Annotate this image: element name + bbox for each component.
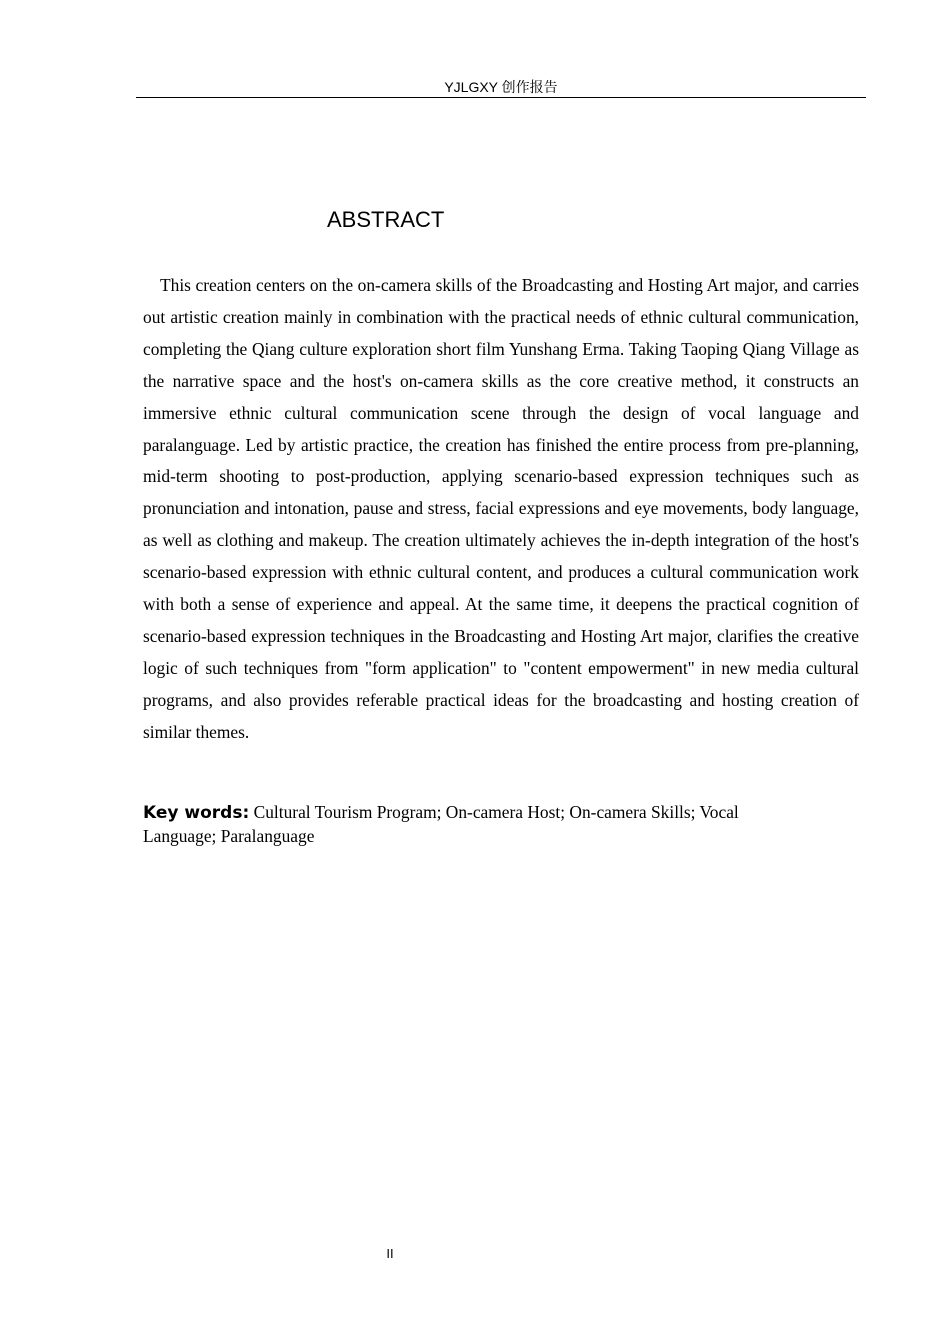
keywords-text-line2: Language; Paralanguage	[143, 826, 315, 846]
keywords-text: Cultural Tourism Program; On-camera Host; On-camera Skills; Vocal	[253, 802, 739, 822]
keywords-label: Key words:	[143, 803, 250, 823]
page-number: II	[386, 1246, 394, 1261]
header-rule	[136, 97, 866, 98]
keywords	[143, 801, 859, 848]
abstract-heading: ABSTRACT	[327, 207, 445, 232]
abstract-body: This creation centers on the on-camera skills of the Broadcasting and Hosting Art major, and carries out artistic creation mainly in combination with the practical needs of ethnic cultural communication, completing the Qiang culture exploration short film Yunshang Erma. Taking Taoping Qiang Village as the narrative space and the host's on-camera skills as the core creative method, it constructs an immersive ethnic cultural communication scene through the design of vocal language and paralanguage. Led by artistic practice, the creation has finished the entire process from pre-planning, mid-term shooting to post-production, applying scenario-based expression techniques such as pronunciation and intonation, pause and stress, facial expressions and eye movements, body language, as well as clothing and makeup. The creation ultimately achieves the in-depth integration of the host's scenario-based expression with ethnic cultural content, and produces a cultural communication work with both a sense of experience and appeal. At the same time, it deepens the practical cognition of scenario-based expression techniques in the Broadcasting and Hosting Art major, clarifies the creative logic of such techniques from "form application" to "content empowerment" in new media cultural programs, and also provides referable practical ideas for the broadcasting and hosting creation of similar themes.	[143, 275, 859, 742]
page-header: YJLGXY 创作报告	[444, 79, 558, 95]
